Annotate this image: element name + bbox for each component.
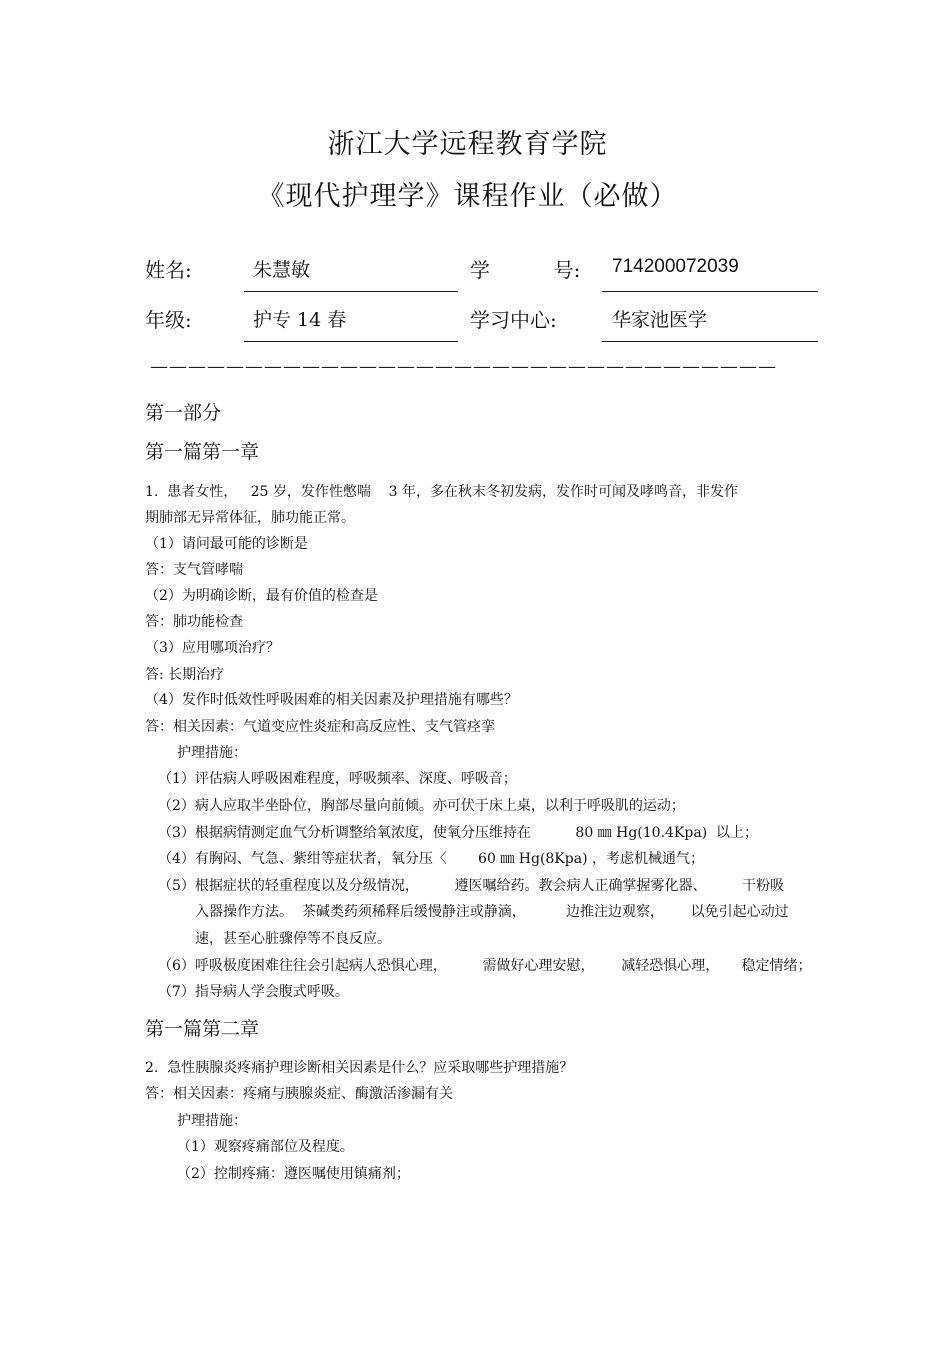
sub-question-3: （3）应用哪项治疗？ [145, 640, 280, 656]
question-2: 2. 急性胰腺炎疼痛护理诊断相关因素是什么？应采取哪些护理措施？ [145, 1060, 574, 1076]
sub-question-1: （1）请问最可能的诊断是 [145, 536, 308, 552]
sub-question-2: （2）为明确诊断，最有价值的检查是 [145, 588, 378, 604]
grade-value: 护专 14 春 [253, 309, 347, 331]
nursing-measures-label: 护理措施： [177, 745, 247, 761]
chapter-heading-2: 第一篇第二章 [145, 1018, 260, 1040]
sub-question-4: （4）发作时低效性呼吸困难的相关因素及护理措施有哪些？ [145, 692, 518, 708]
student-id-label: 学 号: [470, 258, 581, 282]
answer-2: 答：肺功能检查 [145, 614, 243, 630]
document-title: 浙江大学远程教育学院 [327, 129, 608, 160]
measure-4: （4）有胸闷、气急、紫绀等症状者，氧分压〈 60 ㎜ Hg(8Kpa) ，考虑机械通气； [158, 851, 704, 867]
name-label: 姓名: [145, 258, 192, 282]
chapter-heading-1: 第一篇第一章 [145, 441, 260, 463]
grade-label: 年级: [145, 308, 192, 332]
measure-3: （3）根据病情测定血气分析调整给氧浓度，使氧分压维持在 80 ㎜ Hg(10.4Kpa) 以上； [158, 825, 759, 841]
student-id-underline [602, 291, 818, 292]
name-value: 朱慧敏 [253, 259, 311, 281]
study-center-label: 学习中心: [470, 308, 557, 332]
question-2-measures-label: 护理措施： [177, 1113, 247, 1129]
answer-4: 答：相关因素：气道变应性炎症和高反应性、支气管痉挛 [145, 719, 495, 735]
course-title: 《现代护理学》课程作业（必做） [257, 181, 678, 212]
measure-5-line-1: （5）根据症状的轻重程度以及分级情况， 遵医嘱给药。教会病人正确掌握雾化器、 干粉吸 [158, 878, 785, 894]
student-id-value: 714200072039 [612, 256, 739, 277]
answer-1: 答：支气管哮喘 [145, 562, 243, 578]
question-1-line-1: 1. 患者女性， 25 岁，发作性憋喘 3 年，多在秋末冬初发病，发作时可闻及哮鸣音，非发作 [145, 484, 739, 500]
grade-underline [244, 341, 458, 342]
measure-5-line-2: 入器操作方法。 茶碱类药须稀释后缓慢静注或静滴， 边推注边观察， 以免引起心动过 [195, 904, 789, 920]
question-2-answer: 答：相关因素：疼痛与胰腺炎症、酶激活渗漏有关 [145, 1086, 453, 1102]
answer-3: 答: 长期治疗 [145, 667, 225, 683]
measure-7: （7）指导病人学会腹式呼吸。 [158, 984, 349, 1000]
separator-line: ————————————————————————————————— [150, 356, 777, 377]
measure-5-line-3: 速，甚至心脏骤停等不良反应。 [195, 931, 391, 947]
measure-2: （2）病人应取半坐卧位，胸部尽量向前倾。亦可伏于床上桌，以利于呼吸肌的运动； [158, 798, 685, 814]
study-center-underline [602, 341, 818, 342]
question-2-measure-1: （1）观察疼痛部位及程度。 [177, 1139, 354, 1155]
study-center-value: 华家池医学 [612, 309, 708, 331]
question-2-measure-2: （2）控制疼痛：遵医嘱使用镇痛剂； [177, 1166, 410, 1182]
name-underline [244, 291, 458, 292]
question-1-line-2: 期肺部无异常体征，肺功能正常。 [145, 510, 355, 526]
measure-1: （1）评估病人呼吸困难程度，呼吸频率、深度、呼吸音； [158, 771, 517, 787]
part-heading: 第一部分 [145, 402, 222, 424]
measure-6: （6）呼吸极度困难往往会引起病人恐惧心理， 需做好心理安慰， 减轻恐惧心理， 稳定情绪； [158, 958, 812, 974]
